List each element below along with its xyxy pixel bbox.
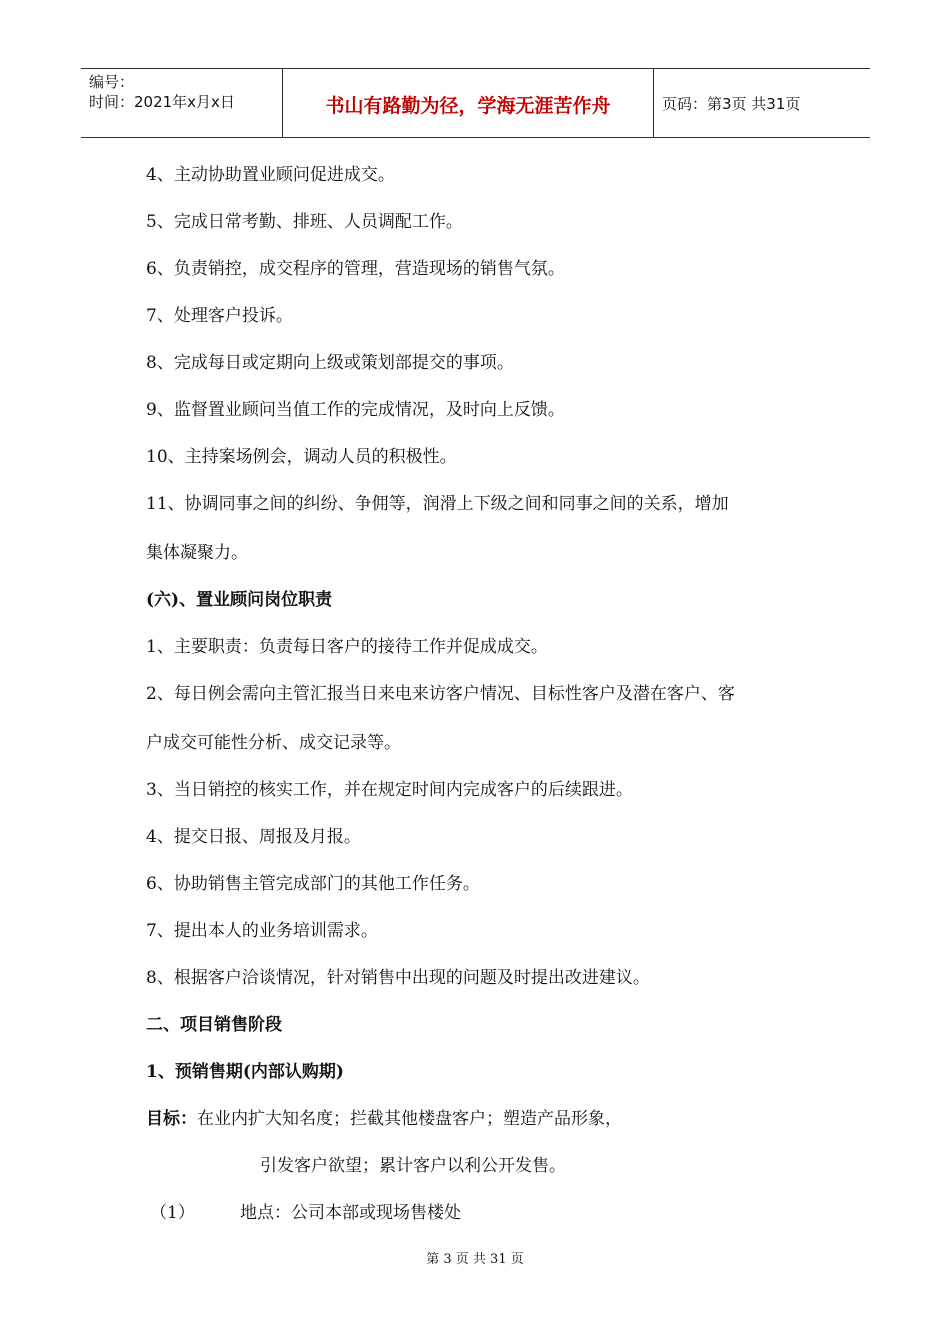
section-heading: 二、项目销售阶段 — [146, 1015, 282, 1035]
header-page-cell — [654, 69, 870, 137]
section-heading: (六)、置业顾问岗位职责 — [146, 590, 333, 610]
body-line: 4、主动协助置业顾问促进成交。 — [146, 165, 395, 185]
body-line: 2、每日例会需向主管汇报当日来电来访客户情况、目标性客户及潜在客户、客 — [146, 684, 735, 704]
body-line: 集体凝聚力。 — [146, 543, 248, 563]
body-line: 1、主要职责：负责每日客户的接待工作并促成成交。 — [146, 637, 548, 657]
goal-line — [146, 1104, 622, 1129]
subsection-heading: 1、预销售期(内部认购期) — [146, 1062, 344, 1082]
body-line: 3、当日销控的核实工作，并在规定时间内完成客户的后续跟进。 — [146, 780, 633, 800]
page-footer: 第 3 页 共 31 页 — [426, 1252, 524, 1267]
header-motto: 书山有路勤为径，学海无涯苦作舟 — [325, 95, 611, 117]
header-info-cell — [81, 69, 283, 137]
header-page-number: 页码：第3页 共31页 — [662, 95, 801, 113]
item-text: 地点：公司本部或现场售楼处 — [240, 1203, 461, 1223]
document-date-label: 时间：2021年x月x日 — [89, 93, 235, 111]
body-line: 户成交可能性分析、成交记录等。 — [146, 733, 401, 753]
body-line: 4、提交日报、周报及月报。 — [146, 827, 361, 847]
header-motto-cell — [283, 69, 654, 137]
body-line: 6、协助销售主管完成部门的其他工作任务。 — [146, 874, 480, 894]
document-number-label: 编号： — [89, 73, 135, 91]
goal-label: 目标： — [146, 1109, 197, 1129]
body-line: 7、处理客户投诉。 — [146, 306, 293, 326]
page-header — [81, 68, 870, 138]
body-line: 11、协调同事之间的纠纷、争佣等，润滑上下级之间和同事之间的关系，增加 — [146, 494, 729, 514]
body-line: 9、监督置业顾问当值工作的完成情况，及时向上反馈。 — [146, 400, 565, 420]
body-line: 8、完成每日或定期向上级或策划部提交的事项。 — [146, 353, 514, 373]
item-number: （1） — [150, 1203, 195, 1223]
body-line: 6、负责销控，成交程序的管理，营造现场的销售气氛。 — [146, 259, 565, 279]
body-line: 10、主持案场例会，调动人员的积极性。 — [146, 447, 457, 467]
goal-text: 在业内扩大知名度；拦截其他楼盘客户；塑造产品形象， — [197, 1109, 622, 1129]
goal-line-continued: 引发客户欲望；累计客户以利公开发售。 — [260, 1156, 566, 1176]
body-line: 8、根据客户洽谈情况，针对销售中出现的问题及时提出改进建议。 — [146, 968, 650, 988]
body-line: 5、完成日常考勤、排班、人员调配工作。 — [146, 212, 463, 232]
body-line: 7、提出本人的业务培训需求。 — [146, 921, 378, 941]
